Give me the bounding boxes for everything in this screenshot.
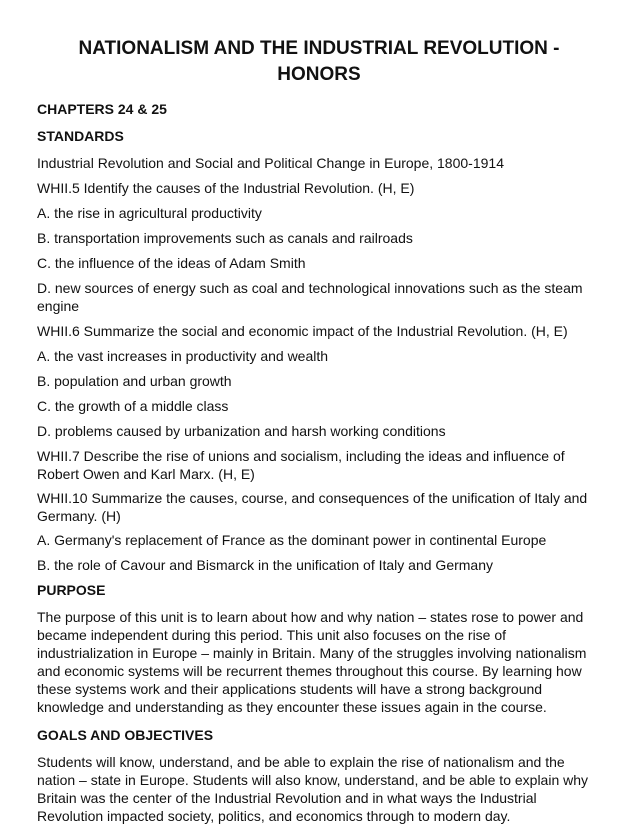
chapters-heading: CHAPTERS 24 & 25	[37, 101, 167, 117]
standards-line: A. the rise in agricultural productivity	[37, 205, 262, 221]
purpose-heading: PURPOSE	[37, 582, 106, 598]
standards-line: Industrial Revolution and Social and Political Change in Europe, 1800-1914	[37, 155, 504, 171]
standards-line: WHII.10 Summarize the causes, course, and consequences of the unification of Italy and Germany. (H)	[37, 490, 588, 524]
standards-line: WHII.5 Identify the causes of the Industrial Revolution. (H, E)	[37, 180, 415, 196]
standards-line: B. the role of Cavour and Bismarck in the unification of Italy and Germany	[37, 557, 494, 573]
goals-paragraph: Students will know, understand, and be able to explain the rise of nationalism and the nation – state in Europe. Students will also know, understand, and be able to explain why Britain was the center of the Industrial Revolution and in what ways the Industrial Revolution impacted society, politics, and economics through to modern day.	[37, 754, 589, 824]
standards-line: A. the vast increases in productivity and wealth	[37, 348, 329, 364]
standards-line: B. transportation improvements such as canals and railroads	[37, 230, 413, 246]
standards-line: WHII.6 Summarize the social and economic impact of the Industrial Revolution. (H, E)	[37, 323, 568, 339]
goals-heading: GOALS AND OBJECTIVES	[37, 727, 214, 743]
standards-line: C. the influence of the ideas of Adam Smith	[37, 255, 306, 271]
standards-line: D. new sources of energy such as coal and technological innovations such as the steam engine	[37, 280, 583, 314]
standards-line: D. problems caused by urbanization and harsh working conditions	[37, 423, 446, 439]
document-page	[37, 36, 601, 825]
purpose-paragraph: The purpose of this unit is to learn about how and why nation – states rose to power and became independent during this period. This unit also focuses on the rise of industrialization in Europe – mainly in Britain. Many of the struggles involving nationalism and economic systems will be recurrent themes throughout this course. By learning how these systems work and their applications students will have a strong background knowledge and understanding as they encounter these issues again in the course.	[37, 609, 587, 715]
standards-line: C. the growth of a middle class	[37, 398, 229, 414]
standards-line: B. population and urban growth	[37, 373, 232, 389]
document-title: NATIONALISM AND THE INDUSTRIAL REVOLUTION - HONORS	[78, 38, 560, 85]
standards-heading: STANDARDS	[37, 128, 124, 144]
standards-line: WHII.7 Describe the rise of unions and socialism, including the ideas and influence of Robert Owen and Karl Marx. (H, E)	[37, 448, 565, 482]
standards-line: A. Germany's replacement of France as the dominant power in continental Europe	[37, 532, 547, 548]
